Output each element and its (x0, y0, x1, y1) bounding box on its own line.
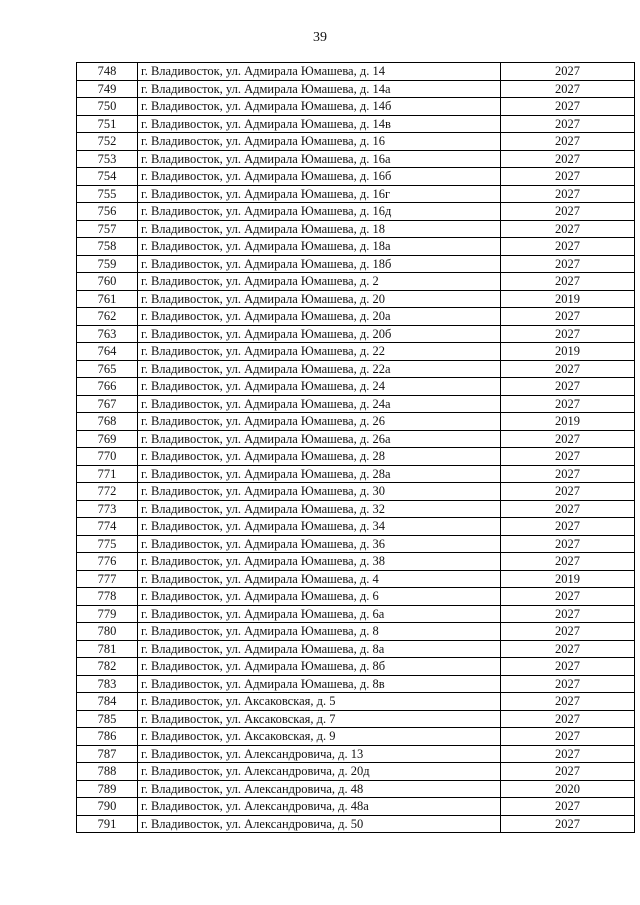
address-cell: г. Владивосток, ул. Адмирала Юмашева, д. 22 (138, 343, 501, 361)
row-number-cell: 766 (77, 378, 138, 396)
address-cell: г. Владивосток, ул. Адмирала Юмашева, д. 8б (138, 658, 501, 676)
table-row (77, 430, 635, 448)
row-number-cell: 761 (77, 290, 138, 308)
row-number-cell: 752 (77, 133, 138, 151)
year-cell: 2027 (501, 693, 635, 711)
table-row (77, 150, 635, 168)
row-number-cell: 765 (77, 360, 138, 378)
year-cell: 2027 (501, 203, 635, 221)
year-cell: 2027 (501, 535, 635, 553)
row-number-cell: 778 (77, 588, 138, 606)
row-number-cell: 770 (77, 448, 138, 466)
table-row (77, 518, 635, 536)
table-row (77, 780, 635, 798)
row-number-cell: 787 (77, 745, 138, 763)
row-number-cell: 783 (77, 675, 138, 693)
year-cell: 2027 (501, 273, 635, 291)
address-cell: г. Владивосток, ул. Адмирала Юмашева, д. 16г (138, 185, 501, 203)
row-number-cell: 750 (77, 98, 138, 116)
address-cell: г. Владивосток, ул. Аксаковская, д. 7 (138, 710, 501, 728)
address-cell: г. Владивосток, ул. Адмирала Юмашева, д. 18 (138, 220, 501, 238)
address-cell: г. Владивосток, ул. Александровича, д. 50 (138, 815, 501, 833)
address-cell: г. Владивосток, ул. Адмирала Юмашева, д. 26а (138, 430, 501, 448)
year-cell: 2027 (501, 115, 635, 133)
table-row (77, 448, 635, 466)
table-row (77, 413, 635, 431)
table-row (77, 185, 635, 203)
address-cell: г. Владивосток, ул. Александровича, д. 20д (138, 763, 501, 781)
year-cell: 2027 (501, 395, 635, 413)
row-number-cell: 762 (77, 308, 138, 326)
table-row (77, 308, 635, 326)
row-number-cell: 773 (77, 500, 138, 518)
row-number-cell: 771 (77, 465, 138, 483)
row-number-cell: 777 (77, 570, 138, 588)
table-row (77, 133, 635, 151)
address-cell: г. Владивосток, ул. Адмирала Юмашева, д. 20а (138, 308, 501, 326)
row-number-cell: 759 (77, 255, 138, 273)
row-number-cell: 791 (77, 815, 138, 833)
row-number-cell: 774 (77, 518, 138, 536)
table-row (77, 273, 635, 291)
year-cell: 2027 (501, 658, 635, 676)
address-cell: г. Владивосток, ул. Аксаковская, д. 9 (138, 728, 501, 746)
year-cell: 2027 (501, 308, 635, 326)
table-row (77, 570, 635, 588)
row-number-cell: 755 (77, 185, 138, 203)
table-row (77, 238, 635, 256)
address-cell: г. Владивосток, ул. Адмирала Юмашева, д. 14 (138, 63, 501, 81)
address-cell: г. Владивосток, ул. Адмирала Юмашева, д. 32 (138, 500, 501, 518)
address-cell: г. Владивосток, ул. Адмирала Юмашева, д. 18б (138, 255, 501, 273)
year-cell: 2027 (501, 518, 635, 536)
address-cell: г. Владивосток, ул. Адмирала Юмашева, д. 38 (138, 553, 501, 571)
address-cell: г. Владивосток, ул. Адмирала Юмашева, д. 28 (138, 448, 501, 466)
row-number-cell: 779 (77, 605, 138, 623)
table-row (77, 325, 635, 343)
year-cell: 2027 (501, 133, 635, 151)
table-row (77, 98, 635, 116)
row-number-cell: 772 (77, 483, 138, 501)
table-row (77, 710, 635, 728)
table-row (77, 80, 635, 98)
table-row (77, 203, 635, 221)
table-row (77, 623, 635, 641)
table-row (77, 395, 635, 413)
year-cell: 2027 (501, 98, 635, 116)
address-cell: г. Владивосток, ул. Адмирала Юмашева, д. 28а (138, 465, 501, 483)
year-cell: 2027 (501, 360, 635, 378)
address-cell: г. Владивосток, ул. Адмирала Юмашева, д. 18а (138, 238, 501, 256)
row-number-cell: 789 (77, 780, 138, 798)
year-cell: 2027 (501, 238, 635, 256)
year-cell: 2027 (501, 605, 635, 623)
address-cell: г. Владивосток, ул. Адмирала Юмашева, д. 14а (138, 80, 501, 98)
row-number-cell: 756 (77, 203, 138, 221)
year-cell: 2027 (501, 623, 635, 641)
table-row (77, 815, 635, 833)
row-number-cell: 790 (77, 798, 138, 816)
row-number-cell: 760 (77, 273, 138, 291)
year-cell: 2019 (501, 290, 635, 308)
table-row (77, 553, 635, 571)
address-cell: г. Владивосток, ул. Аксаковская, д. 5 (138, 693, 501, 711)
address-cell: г. Владивосток, ул. Адмирала Юмашева, д. 16д (138, 203, 501, 221)
address-cell: г. Владивосток, ул. Адмирала Юмашева, д. 24а (138, 395, 501, 413)
address-cell: г. Владивосток, ул. Адмирала Юмашева, д. 6 (138, 588, 501, 606)
table-row (77, 360, 635, 378)
row-number-cell: 764 (77, 343, 138, 361)
address-cell: г. Владивосток, ул. Адмирала Юмашева, д. 6а (138, 605, 501, 623)
row-number-cell: 784 (77, 693, 138, 711)
table-row (77, 675, 635, 693)
address-cell: г. Владивосток, ул. Александровича, д. 48 (138, 780, 501, 798)
row-number-cell: 754 (77, 168, 138, 186)
year-cell: 2027 (501, 255, 635, 273)
year-cell: 2027 (501, 745, 635, 763)
table-row (77, 658, 635, 676)
table-row (77, 500, 635, 518)
table-row (77, 168, 635, 186)
table-row (77, 255, 635, 273)
row-number-cell: 769 (77, 430, 138, 448)
row-number-cell: 767 (77, 395, 138, 413)
year-cell: 2027 (501, 763, 635, 781)
table-row (77, 535, 635, 553)
table-row (77, 290, 635, 308)
table-row (77, 465, 635, 483)
year-cell: 2027 (501, 798, 635, 816)
address-cell: г. Владивосток, ул. Адмирала Юмашева, д. 4 (138, 570, 501, 588)
table-row (77, 745, 635, 763)
year-cell: 2027 (501, 325, 635, 343)
year-cell: 2027 (501, 448, 635, 466)
row-number-cell: 782 (77, 658, 138, 676)
address-cell: г. Владивосток, ул. Адмирала Юмашева, д. 34 (138, 518, 501, 536)
row-number-cell: 751 (77, 115, 138, 133)
year-cell: 2027 (501, 710, 635, 728)
year-cell: 2027 (501, 675, 635, 693)
year-cell: 2027 (501, 378, 635, 396)
address-cell: г. Владивосток, ул. Адмирала Юмашева, д. 16а (138, 150, 501, 168)
address-cell: г. Владивосток, ул. Адмирала Юмашева, д. 14в (138, 115, 501, 133)
address-cell: г. Владивосток, ул. Адмирала Юмашева, д. 26 (138, 413, 501, 431)
row-number-cell: 785 (77, 710, 138, 728)
row-number-cell: 757 (77, 220, 138, 238)
address-cell: г. Владивосток, ул. Адмирала Юмашева, д. 20 (138, 290, 501, 308)
address-cell: г. Владивосток, ул. Адмирала Юмашева, д. 14б (138, 98, 501, 116)
year-cell: 2027 (501, 430, 635, 448)
table-row (77, 220, 635, 238)
table-row (77, 588, 635, 606)
address-cell: г. Владивосток, ул. Адмирала Юмашева, д. 8в (138, 675, 501, 693)
table-row (77, 798, 635, 816)
year-cell: 2027 (501, 500, 635, 518)
year-cell: 2027 (501, 63, 635, 81)
year-cell: 2027 (501, 815, 635, 833)
year-cell: 2027 (501, 220, 635, 238)
year-cell: 2019 (501, 570, 635, 588)
table-row (77, 378, 635, 396)
row-number-cell: 786 (77, 728, 138, 746)
year-cell: 2020 (501, 780, 635, 798)
address-cell: г. Владивосток, ул. Адмирала Юмашева, д. 8 (138, 623, 501, 641)
address-cell: г. Владивосток, ул. Адмирала Юмашева, д. 16б (138, 168, 501, 186)
address-cell: г. Владивосток, ул. Адмирала Юмашева, д. 30 (138, 483, 501, 501)
address-cell: г. Владивосток, ул. Адмирала Юмашева, д. 8а (138, 640, 501, 658)
table-row (77, 693, 635, 711)
row-number-cell: 780 (77, 623, 138, 641)
year-cell: 2027 (501, 728, 635, 746)
table-row (77, 483, 635, 501)
row-number-cell: 748 (77, 63, 138, 81)
table-row (77, 343, 635, 361)
year-cell: 2027 (501, 640, 635, 658)
table-row (77, 640, 635, 658)
address-cell: г. Владивосток, ул. Адмирала Юмашева, д. 24 (138, 378, 501, 396)
year-cell: 2027 (501, 483, 635, 501)
address-cell: г. Владивосток, ул. Адмирала Юмашева, д. 2 (138, 273, 501, 291)
year-cell: 2027 (501, 150, 635, 168)
page-number: 39 (313, 30, 327, 45)
row-number-cell: 781 (77, 640, 138, 658)
row-number-cell: 763 (77, 325, 138, 343)
address-cell: г. Владивосток, ул. Адмирала Юмашева, д. 20б (138, 325, 501, 343)
row-number-cell: 775 (77, 535, 138, 553)
year-cell: 2019 (501, 343, 635, 361)
row-number-cell: 768 (77, 413, 138, 431)
year-cell: 2027 (501, 185, 635, 203)
address-cell: г. Владивосток, ул. Александровича, д. 13 (138, 745, 501, 763)
row-number-cell: 776 (77, 553, 138, 571)
address-cell: г. Владивосток, ул. Александровича, д. 48а (138, 798, 501, 816)
row-number-cell: 758 (77, 238, 138, 256)
row-number-cell: 788 (77, 763, 138, 781)
row-number-cell: 753 (77, 150, 138, 168)
table-row (77, 728, 635, 746)
table-row (77, 763, 635, 781)
year-cell: 2019 (501, 413, 635, 431)
row-number-cell: 749 (77, 80, 138, 98)
address-cell: г. Владивосток, ул. Адмирала Юмашева, д. 36 (138, 535, 501, 553)
table-row (77, 115, 635, 133)
housing-registry-table (76, 62, 635, 833)
table-row (77, 63, 635, 81)
table-row (77, 605, 635, 623)
year-cell: 2027 (501, 168, 635, 186)
year-cell: 2027 (501, 553, 635, 571)
address-cell: г. Владивосток, ул. Адмирала Юмашева, д. 22а (138, 360, 501, 378)
year-cell: 2027 (501, 465, 635, 483)
address-cell: г. Владивосток, ул. Адмирала Юмашева, д. 16 (138, 133, 501, 151)
year-cell: 2027 (501, 80, 635, 98)
registry-table-body (77, 63, 635, 833)
year-cell: 2027 (501, 588, 635, 606)
